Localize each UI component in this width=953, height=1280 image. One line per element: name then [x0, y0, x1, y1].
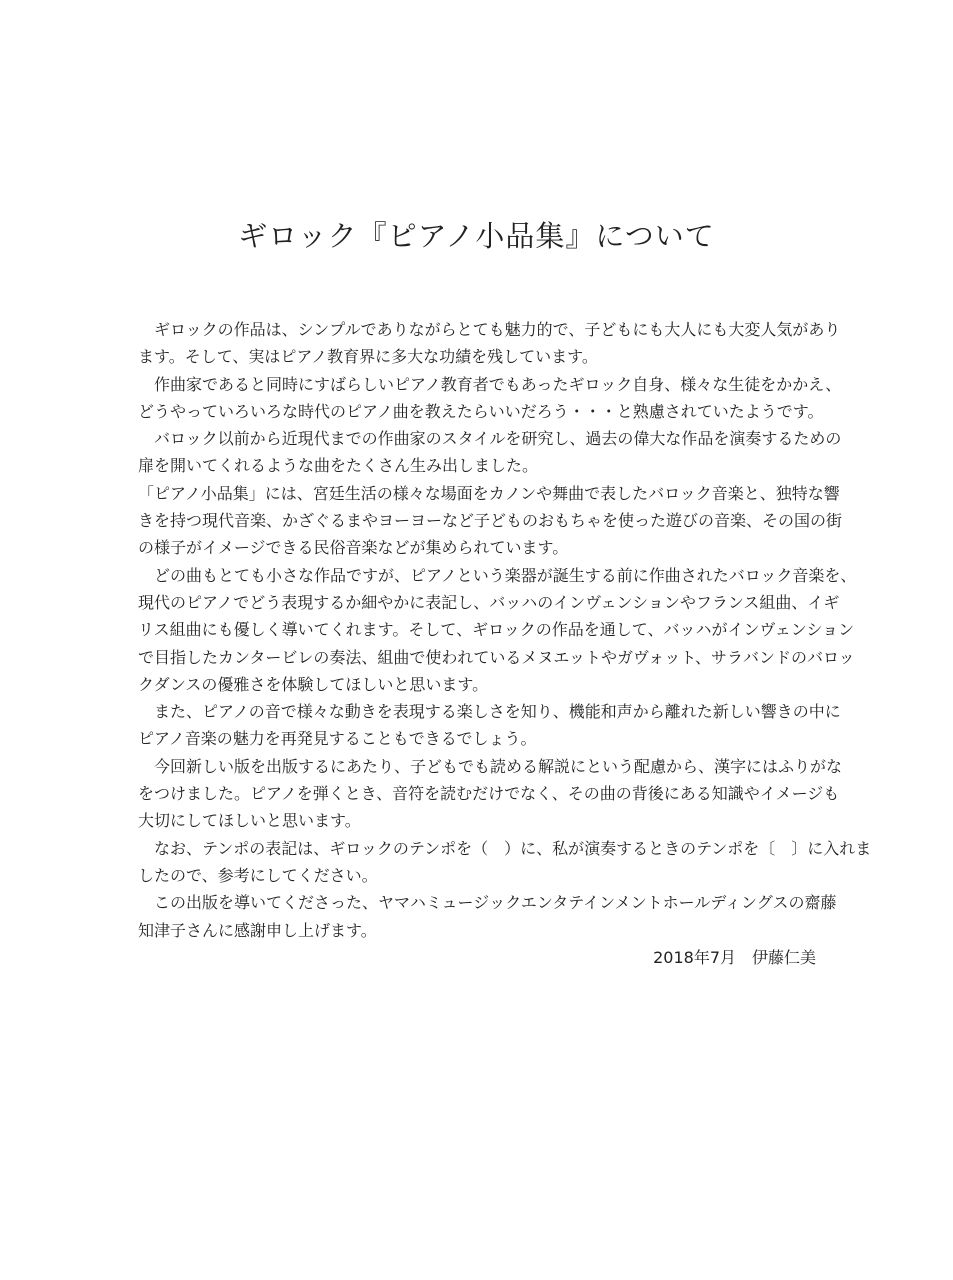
signature: 2018年7月 伊藤仁美 — [653, 947, 816, 967]
paragraph — [138, 835, 872, 890]
paragraph — [138, 889, 837, 944]
paragraph-line: をつけました。ピアノを弾くとき、音符を読むだけでなく、その曲の背後にある知識やイメージも — [138, 784, 840, 804]
paragraph-line: の様子がイメージできる民俗音楽などが集められています。 — [138, 538, 569, 558]
paragraph-line: クダンスの優雅さを体験してほしいと思います。 — [138, 674, 489, 694]
paragraph — [138, 698, 841, 753]
paragraph-line: また、ピアノの音で様々な動きを表現する楽しさを知り、機能和声から離れた新しい響きの中に — [154, 702, 841, 722]
paragraph — [138, 562, 857, 698]
paragraph-line: ピアノ音楽の魅力を再発見することもできるでしょう。 — [138, 729, 537, 749]
paragraph-line: ギロックの作品は、シンプルでありながらとても魅力的で、子どもにも大人にも大変人気があり — [154, 320, 841, 339]
paragraph — [138, 753, 843, 835]
paragraph — [138, 480, 843, 562]
paragraph-line: したので、参考にしてください。 — [138, 865, 378, 885]
paragraph-line: ます。そして、実はピアノ教育界に多大な功績を残しています。 — [138, 347, 598, 367]
paragraph-line: どの曲もとても小さな作品ですが、ピアノという楽器が誕生する前に作曲されたバロック音楽を、 — [154, 565, 857, 585]
paragraph-line: バロック以前から近現代までの作曲家のスタイルを研究し、過去の偉大な作品を演奏するための — [154, 429, 842, 449]
paragraph-line: きを持つ現代音楽、かざぐるまやヨーヨーなど子どものおもちゃを使った遊びの音楽、その国の街 — [138, 511, 843, 531]
paragraph-line: リス組曲にも優しく導いてくれます。そして、ギロックの作品を通して、バッハがインヴェンション — [138, 620, 855, 640]
paragraph — [138, 371, 842, 426]
paragraph — [138, 316, 841, 371]
paragraph-line: なお、テンポの表記は、ギロックのテンポを（ ）に、私が演奏するときのテンポを〔 〕に入れま — [154, 838, 872, 858]
paragraph-line: 大切にしてほしいと思います。 — [138, 811, 361, 831]
paragraph-line: で目指したカンタービレの奏法、組曲で使われているメヌエットやガヴォット、サラバンドのバロッ — [138, 647, 855, 667]
page-title: ギロック『ピアノ小品集』について — [238, 219, 715, 253]
paragraph-line: 現代のピアノでどう表現するか細やかに表記し、バッハのインヴェンションやフランス組曲、イギ — [138, 592, 840, 612]
paragraph-line: 作曲家であると同時にすばらしいピアノ教育者でもあったギロック自身、様々な生徒をかかえ、 — [154, 374, 842, 394]
paragraph-line: この出版を導いてくださった、ヤマハミュージックエンタテインメントホールディングスの齋藤 — [154, 893, 837, 913]
paragraph-line: 今回新しい版を出版するにあたり、子どもでも読める解説にという配慮から、漢字にはふりがな — [154, 756, 843, 776]
document-body — [138, 316, 872, 944]
paragraph-line: 知津子さんに感謝申し上げます。 — [138, 920, 377, 940]
paragraph — [138, 425, 842, 480]
paragraph-line: 扉を開いてくれるような曲をたくさん生み出しました。 — [138, 456, 539, 476]
paragraph-line: どうやっていろいろな時代のピアノ曲を教えたらいいだろう・・・と熟慮されていたようです。 — [138, 401, 824, 421]
paragraph-line: 「ピアノ小品集」には、宮廷生活の様々な場面をカノンや舞曲で表したバロック音楽と、独特な響 — [138, 483, 840, 503]
